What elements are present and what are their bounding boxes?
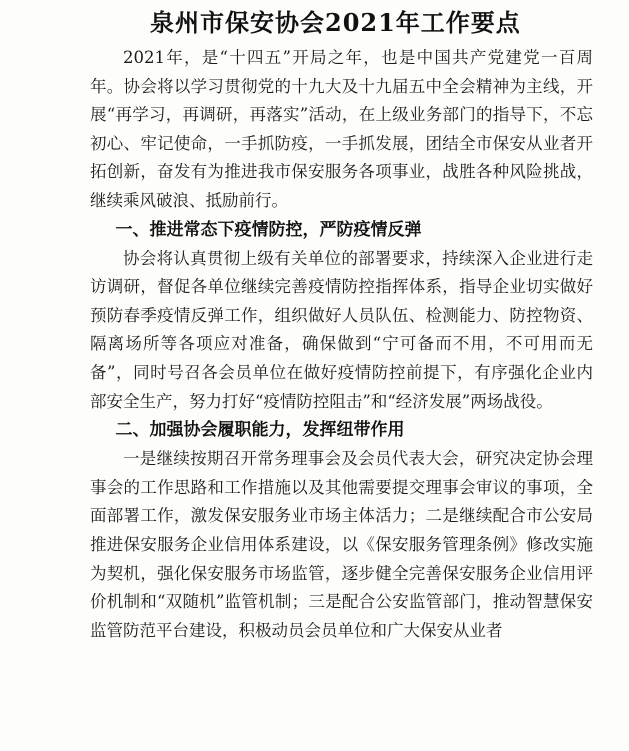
section-2-heading: 二、加强协会履职能力，发挥纽带作用 [115, 420, 405, 441]
intro-paragraph: 2021年，是“十四五”开局之年，也是中国共产党建党一百周年。协会将以学习贯彻党的十九大及十九届五中全会精神为主线，开展“再学习，再调研，再落实”活动，在上级业务部门的指导下，不忘初心、牢记使命，一手抓防疫，一手抓发展，团结全市保安从业者开拓创新，奋发有为推进我市保安服务各项事业，战胜各种风险挑战，继续乘风破浪、抵励前行。 [90, 48, 593, 210]
section-1-paragraph: 协会将认真贯彻上级有关单位的部署要求，持续深入企业进行走访调研，督促各单位继续完善疫情防控指挥体系，指导企业切实做好预防春季疫情反弹工作，组织做好人员队伍、检测能力、防控物资、隔离场所等各项应对准备，确保做到“宁可备而不用，不可用而无备”，同时号召各会员单位在做好疫情防控前提下，有序强化企业内部安全生产，努力打好“疫情防控阻击”和“经济发展”两场战役。 [90, 248, 593, 411]
section-1-heading: 一、推进常态下疫情防控，严防疫情反弹 [115, 219, 422, 240]
section-2-paragraph: 一是继续按期召开常务理事会及会员代表大会，研究决定协会理事会的工作思路和工作措施以及其他需要提交理事会审议的事项，全面部署工作，激发保安服务业市场主体活力；二是继续配合市公安局推进保安服务企业信用体系建设，以《保安服务管理条例》修改实施为契机，强化保安服务市场监管，逐步健全完善保安服务企业信用评价机制和“双随机”监管机制；三是配合公安监管部门，推动智慧保安监管防范平台建设，积极动员会员单位和广大保安从业者 [90, 449, 593, 640]
document-title: 泉州市保安协会2021年工作要点 [150, 8, 521, 37]
